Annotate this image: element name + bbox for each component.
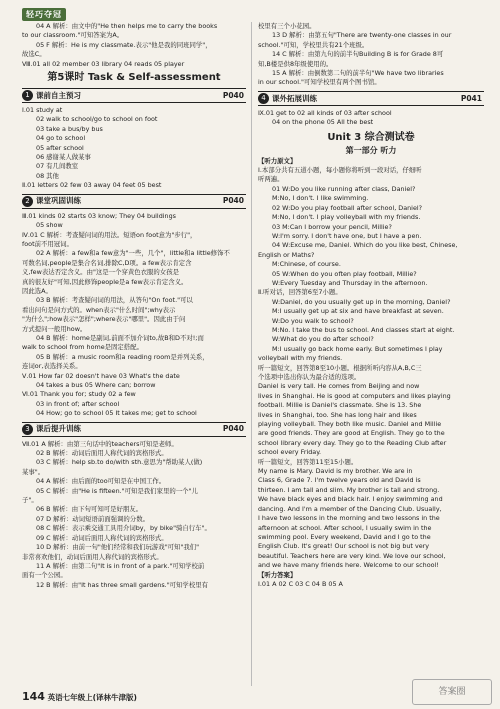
right-top-answers (258, 22, 484, 88)
section-page: P040 (222, 90, 244, 100)
text-line: 08 C 解析：表示乘交通工具用介词by，by bike"骑自行车"。 (36, 524, 211, 533)
text-line: 02 B 解析：动词后面用人称代词的宾格形式。 (36, 449, 168, 458)
text-line: school."可知，学校里共有21个班级。 (258, 40, 369, 49)
text-line: 个选项中选出你认为最合适的选项。 (258, 373, 361, 381)
text-line: We have black eyes and black hair. I enjoy swimming and (258, 495, 443, 504)
text-line: Ⅰ.01 study at (22, 106, 63, 115)
text-line: 某事"。 (22, 467, 45, 476)
watermark-logo: 答案圈 (412, 679, 492, 705)
text-line: 03 C 解析：help sb.to do/with sth.意思为"帮助某人(做) (36, 458, 203, 467)
text-line: M:No. I take the bus to school. And classes start at eight. (272, 325, 455, 334)
text-line: 03 take a bus/by bus (36, 124, 103, 133)
text-line: 10 D 解析：由前一句"他们经常和我们玩游戏"可知"我们" (36, 543, 200, 552)
text-line: Daniel is very tall. He comes from Beijing and now (258, 382, 420, 391)
section-page: P041 (460, 93, 482, 103)
text-line: 04 How; go to school 05 It takes me; get to school (36, 409, 197, 418)
text-line: 05 show (36, 221, 63, 230)
text-line: in our school."可知学校里有两个图书馆。 (258, 78, 381, 87)
text-line: 故选C。 (22, 50, 46, 59)
text-line: walk to school from home是固定搭配。 (22, 343, 143, 352)
text-line: Ⅷ.01 all 02 member 03 library 04 reads 05 player (22, 59, 185, 68)
section-title: 课外拓展训练 (272, 93, 317, 103)
listening-text-heading: 【听力原文】 (258, 156, 297, 165)
text-line: 真的很友好"可知,因此修饰people是a few表示肯定含义。 (22, 277, 188, 286)
page-footer (22, 690, 137, 703)
text-line: 非常喜欢他们，动词后面用人称代词的宾格形式。 (22, 552, 163, 561)
text-line: 面有一个公园。 (22, 571, 67, 580)
text-line: 可数名词,people是集合名词,排除C,D项。a few表示肯定含 (22, 258, 192, 267)
listening-answer-line: Ⅰ.01 A 02 C 03 C 04 B 05 A (258, 579, 343, 588)
text-line: 05 F 解析：He is my classmate.表示"他是我的同班同学"， (36, 40, 212, 49)
text-line: 义,few表达否定含义。由"这是一个穿黄色衣服的女孩是 (22, 268, 179, 277)
text-line: Ⅰ.本部分共有五道小题，每小题你将听到一段对话，仔细听 (258, 166, 422, 175)
text-line: 14 C 解析：由第九句的前半句Building B is for Grade 8可 (272, 50, 444, 59)
text-line: Ⅱ.01 letters 02 few 03 away 04 feet 05 best (22, 181, 162, 190)
text-line: W:Do you walk to school? (272, 316, 354, 325)
left-column (22, 22, 246, 590)
section-bar-2 (22, 194, 246, 209)
text-line: W:Daniel, do you usually get up in the morning, Daniel? (272, 297, 451, 306)
text-line: Ⅲ.01 kinds 02 starts 03 know; They 04 buildings (22, 211, 176, 220)
text-line: M:No, I don't. I like swimming. (272, 194, 369, 203)
text-line: Ⅶ.01 A 解析：由第三句话中的teachers可知是老师。 (22, 439, 178, 448)
section-3-body (22, 440, 246, 591)
text-line: 07 D 解析：动词短语前面强调的分数。 (36, 514, 149, 523)
text-line: 03 M:Can I borrow your pencil, Millie? (272, 222, 392, 231)
section-number: 4 (258, 93, 269, 104)
text-line: swimming pool. Every weekend, David and I go to the (258, 532, 431, 541)
text-line: 11 A 解析：由第二句"It is in front of a park."可知学校前 (36, 561, 205, 570)
text-line: Ⅵ.01 Thank you for; study 02 a few (22, 390, 136, 399)
text-line: are good friends. They are good at English. They go to the (258, 429, 445, 438)
section-number: 2 (22, 196, 33, 207)
text-line: Ⅸ.01 get to 02 all kinds of 03 after school (258, 108, 392, 117)
text-line: 07 有几间教室 (36, 162, 79, 171)
text-line: 06 感谢某人做某事 (36, 153, 91, 162)
section-4-body (258, 109, 484, 128)
text-line: lives in Shanghai. He is good at computers and likes playing (258, 391, 451, 400)
text-line: 04 B 解析：home是副词,前面不加介词to,故B和D不对!;而 (36, 333, 204, 342)
text-line: 01 W:Do you like running after class, Daniel? (272, 184, 416, 193)
section-title: 课前自主预习 (36, 90, 81, 100)
text-line: English Club. It's great! Our school is not big but very (258, 542, 430, 551)
text-line: 04 go to school (36, 134, 86, 143)
text-line: M:I usually go back home early. But sometimes I play (272, 344, 443, 353)
text-line: 02 W:Do you play football after school, Daniel? (272, 203, 423, 212)
text-line: "为什么";how表示"怎样";where表示"哪里"。因此由于问 (22, 315, 186, 324)
listening-text-body (258, 166, 484, 570)
text-line: 04 W:Excuse me, Daniel. Which do you like best, Chinese, (272, 241, 458, 250)
text-line: 04 A 解析：由文中的"He then helps me to carry the books (36, 22, 218, 30)
section-bar-3 (22, 422, 246, 437)
column-divider (251, 22, 252, 686)
right-column (258, 22, 484, 589)
text-line: 02 walk to school/go to school on foot (36, 115, 158, 124)
text-line: afternoon at school. After school, I usually swim in the (258, 523, 432, 532)
text-line: 04 takes a bus 05 Where can; borrow (36, 381, 156, 389)
text-line: 知,B楼是供8年级使用的。 (258, 59, 333, 68)
text-line: 13 D 解析：由第五句"There are twenty-one classes in our (272, 31, 452, 40)
text-line: school library every day. They go to the Reading Club after (258, 438, 447, 447)
text-line: beautiful. Teachers here are very kind. We love our school, (258, 551, 446, 560)
section-bar-1 (22, 88, 246, 103)
text-line: 02 A 解析：a few和a few意为"一些，几个"，little和a little修饰不 (36, 249, 230, 258)
text-line: 03 in front of; after school (36, 399, 120, 408)
text-line: football. Millie is Daniel's classmate. She is 13. She (258, 401, 422, 410)
section-number: 3 (22, 424, 33, 435)
section-title: 课后提升训练 (36, 424, 81, 434)
text-line: and we have many friends here. Welcome to our school! (258, 561, 439, 570)
text-line: 看出问句是问方式的。when表示"什么时间";why表示 (22, 305, 176, 314)
text-line: playing volleyball. They both like music. Daniel and Millie (258, 420, 442, 429)
section-1-body (22, 106, 246, 191)
lesson-title: 第5课时 Task & Self-assessment (47, 72, 221, 84)
text-line: 03 B 解析：考查疑问词的用法，从答句"On foot."可以 (36, 296, 193, 305)
text-line: Class 6, Grade 7. I'm twelve years old and David is (258, 476, 421, 485)
text-line: 15 A 解析：由倒数第二句的前半句"We have two libraries (272, 69, 444, 78)
section-bar-4 (258, 91, 484, 106)
text-line: 因此选A。 (22, 286, 52, 295)
unit-part: 第一部分 听力 (345, 145, 397, 155)
footer-book-title: 英语七年级上(译林牛津版) (47, 693, 137, 702)
unit-title: Unit 3 综合测试卷 (327, 131, 415, 143)
section-title: 课堂巩固训练 (36, 196, 81, 206)
text-line: 05 B 解析：a music room和a reading room是并列关系， (36, 352, 209, 361)
text-line: to our classroom."可知答案为A。 (22, 31, 124, 40)
section-2-body (22, 212, 246, 419)
text-line: W:I'm sorry. I don't have one, but I have a pen. (272, 231, 422, 240)
text-line: 05 after school (36, 143, 84, 152)
text-line: 06 B 解析：由下句可知可是好朋友。 (36, 505, 143, 514)
text-line: foot前不用冠词。 (22, 239, 73, 248)
section-page: P040 (222, 196, 244, 206)
text-line: M:No, I don't. I play volleyball with my friends. (272, 213, 421, 222)
text-line: thirteen. I am tall and slim. My brother is tall and strong. (258, 485, 440, 494)
text-line: Ⅴ.01 How far 02 doesn't have 03 What's the date (22, 371, 180, 380)
left-top-answers (22, 22, 246, 69)
text-line: 05 W:When do you often play football, Millie? (272, 269, 417, 278)
text-line: volleyball with my friends. (258, 354, 343, 363)
section-number: 1 (22, 90, 33, 101)
text-line: Ⅳ.01 C 解析：考查疑问词的用法。短语on foot意为"步行"， (22, 230, 197, 239)
logo-text: 轻巧夺冠 (22, 8, 66, 21)
text-line: 子"。 (22, 496, 38, 505)
text-line: 听两遍。 (258, 175, 284, 184)
text-line: 04 A 解析：由后面的too可知是在中国工作。 (36, 477, 166, 486)
text-line: English or Maths? (258, 250, 315, 259)
text-line: 04 on the phone 05 All the best (272, 118, 374, 127)
page-number: 144 (22, 690, 45, 703)
text-line: lives in Shanghai, too. She has long hair and likes (258, 410, 417, 419)
text-line: Ⅱ.听对话，回答第6至7小题。 (258, 288, 342, 297)
listening-answer-heading: 【听力答案】 (258, 570, 297, 579)
header-logo (22, 2, 152, 18)
text-line: I have two lessons in the morning and two lessons in the (258, 514, 440, 523)
text-line: 听一篇短文，回答第11至15小题。 (258, 457, 358, 466)
text-line: 08 其他 (36, 171, 59, 180)
text-line: dancing. And I'm a member of the Dancing Club. Usually, (258, 504, 442, 513)
text-line: 校里有三个小花园。 (258, 22, 316, 30)
text-line: M:I usually get up at six and have breakfast at seven. (272, 307, 444, 316)
text-line: school every Friday. (258, 448, 322, 457)
text-line: 05 C 解析：由"He is fifteen."可知是我们家里的一个"儿 (36, 486, 198, 495)
text-line: 方式提问一般用how。 (22, 324, 87, 333)
text-line: My name is Mary. David is my brother. We are in (258, 467, 413, 476)
section-page: P040 (222, 424, 244, 434)
text-line: 听一篇短文，回答第8至10小题。根据所听内容从A,B,C三 (258, 363, 422, 372)
text-line: W:What do you do after school? (272, 335, 374, 344)
text-line: 连词or,表选择关系。 (22, 362, 82, 371)
text-line: 12 B 解析：由"It has three small gardens."可知学校里有 (36, 580, 208, 589)
text-line: M:Chinese, of course. (272, 260, 341, 269)
text-line: W:Every Tuesday and Thursday in the afternoon. (272, 278, 428, 287)
text-line: 09 C 解析：动词后面用人称代词的宾格形式。 (36, 533, 168, 542)
